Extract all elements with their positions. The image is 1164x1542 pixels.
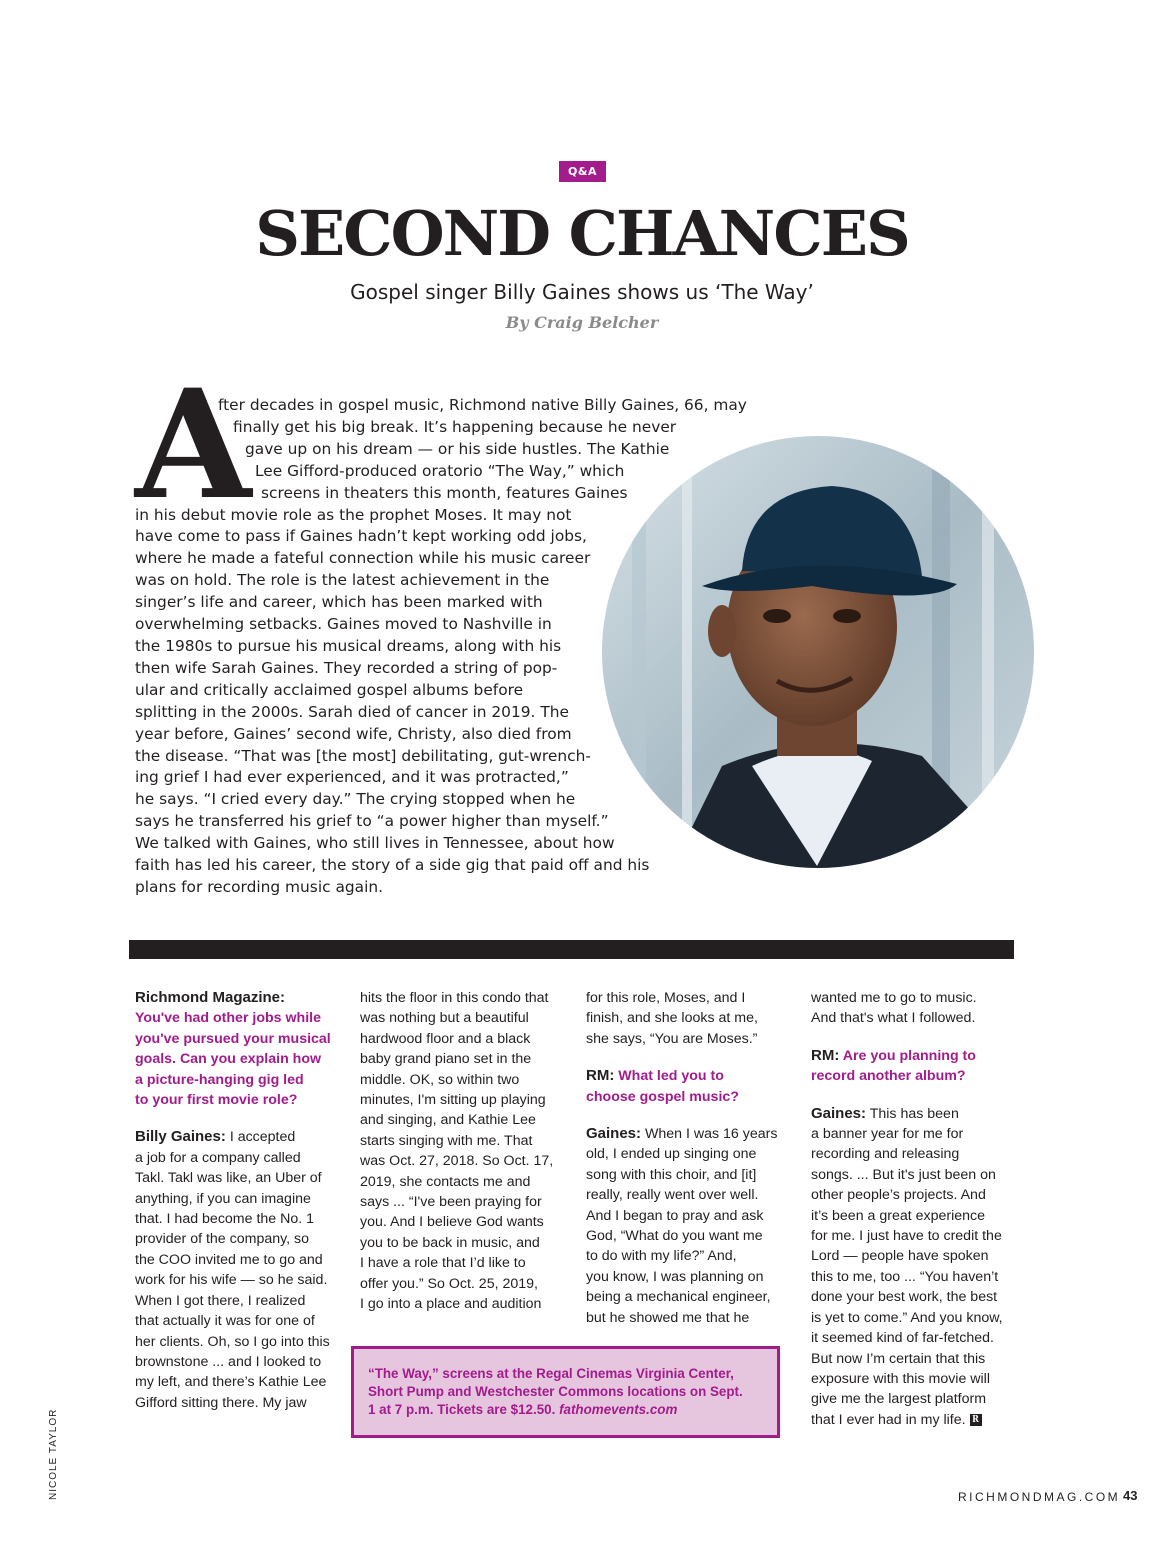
speaker-label: RM: — [811, 1046, 840, 1064]
answer-line: Gifford sitting there. My jaw — [135, 1394, 307, 1411]
intro-line: finally get his big break. It’s happening because he never — [233, 417, 677, 436]
intro-line: says he transferred his grief to “a power higher than myself.” — [135, 812, 609, 831]
byline: By Craig Belcher — [505, 313, 659, 332]
answer-line: And I began to pray and ask — [586, 1207, 764, 1224]
section-divider-bar — [129, 940, 1014, 959]
section-tag: Q&A — [559, 161, 606, 182]
intro-line: have come to pass if Gaines hadn’t kept working odd jobs, — [135, 527, 587, 546]
intro-line: overwhelming setbacks. Gaines moved to Nashville in — [135, 615, 552, 634]
headline: SECOND CHANCES — [255, 197, 909, 270]
answer-line: that actually it was for one of — [135, 1313, 315, 1330]
answer-line: anything, if you can imagine — [135, 1190, 311, 1207]
answer-line: a banner year for me for — [811, 1126, 964, 1143]
info-line: “The Way,” screens at the Regal Cinemas Virginia Center, — [368, 1366, 734, 1381]
answer-line: and singing, and Kathie Lee — [360, 1112, 536, 1129]
intro-line: fter decades in gospel music, Richmond native Billy Gaines, 66, may — [218, 396, 747, 414]
answer-line: I go into a place and audition — [360, 1296, 542, 1313]
answer-line: done your best work, the best — [811, 1289, 998, 1306]
question-line: to your first movie role? — [135, 1092, 298, 1109]
answer-line: a job for a company called — [135, 1149, 301, 1166]
answer-line: old, I ended up singing one — [586, 1146, 757, 1163]
intro-line: gave up on his dream — or his side hustles. The Kathie — [245, 439, 670, 458]
answer-line: minutes, I'm sitting up playing — [360, 1092, 546, 1109]
intro-line: plans for recording music again. — [135, 877, 384, 896]
answer-line: hits the floor in this condo that — [360, 990, 549, 1006]
answer-line: 2019, she contacts me and — [360, 1173, 531, 1190]
answer-line: was nothing but a beautiful — [360, 1010, 529, 1027]
speaker-label: Billy Gaines: — [135, 1128, 226, 1146]
portrait-photo — [602, 436, 1034, 868]
answer-line: exposure with this movie will — [811, 1370, 990, 1387]
page-number: 43 — [1123, 1488, 1138, 1503]
intro-line: We talked with Gaines, who still lives in Tennessee, about how — [135, 834, 615, 853]
speaker-label: RM: — [586, 1067, 615, 1085]
answer-line: Lord — people have spoken — [811, 1248, 989, 1265]
question-line: You've had other jobs while — [135, 1010, 321, 1027]
answer-line: is yet to come.” And you know, — [811, 1309, 1003, 1326]
answer-line: for me. I just have to credit the — [811, 1228, 1002, 1245]
answer-line: songs. ... But it's just been on — [811, 1166, 996, 1183]
photo-credit: NICOLE TAYLOR — [48, 1408, 59, 1500]
intro-line: then wife Sarah Gaines. They recorded a string of pop- — [135, 658, 558, 677]
answer-line: song with this choir, and [it] — [586, 1166, 757, 1183]
answer-text: When I was 16 years — [641, 1126, 778, 1143]
answer-line: my left, and there’s Kathie Lee — [135, 1374, 327, 1391]
answer-line: her clients. Oh, so I go into this — [135, 1333, 330, 1350]
speaker-label: Gaines: — [811, 1104, 867, 1122]
answer-line: you. And I believe God wants — [360, 1214, 544, 1231]
answer-line: And that's what I followed. — [811, 1010, 976, 1027]
answer-text: This has been — [866, 1105, 959, 1122]
intro-line: singer’s life and career, which has been marked with — [135, 593, 543, 612]
answer-line: finish, and she looks at me, — [586, 1010, 758, 1027]
answer-line: other people’s projects. And — [811, 1187, 986, 1204]
answer-line: I have a role that I’d like to — [360, 1255, 526, 1272]
intro-line: the 1980s to pursue his musical dreams, along with his — [135, 636, 562, 655]
answer-line: she says, “You are Moses.” — [586, 1030, 758, 1047]
intro-line: screens in theaters this month, features Gaines — [261, 483, 628, 502]
info-line: Short Pump and Westchester Commons locations on Sept. — [368, 1384, 743, 1399]
answer-line: recording and releasing — [811, 1146, 960, 1163]
info-line: 1 at 7 p.m. Tickets are $12.50. — [368, 1402, 560, 1417]
question-text: Are you planning to — [839, 1047, 976, 1064]
answer-line: provider of the company, so — [135, 1231, 310, 1248]
intro-line: the disease. “That was [the most] debilitating, gut-wrench- — [135, 746, 591, 765]
screening-info-box — [351, 1346, 780, 1438]
intro-line: ing grief I had ever experienced, and it was protracted,” — [135, 768, 569, 787]
intro-line: year before, Gaines’ second wife, Christy, also died from — [135, 724, 572, 743]
question-line: choose gospel music? — [586, 1088, 739, 1105]
answer-line: work for his wife — so he said. — [135, 1272, 328, 1289]
answer-line: starts singing with me. That — [360, 1132, 533, 1149]
answer-line: God, “What do you want me — [586, 1228, 763, 1245]
intro-line: splitting in the 2000s. Sarah died of cancer in 2019. The — [135, 702, 569, 721]
answer-line: really, really went over well. — [586, 1187, 759, 1204]
qa-column-2 — [360, 988, 560, 1332]
answer-line: wanted me to go to music. — [811, 990, 977, 1006]
answer-line: for this role, Moses, and I — [586, 990, 746, 1006]
question-line: goals. Can you explain how — [135, 1051, 322, 1068]
answer-line: But now I’m certain that this — [811, 1350, 986, 1367]
answer-line: hardwood floor and a black — [360, 1030, 531, 1047]
answer-line: give me the largest platform — [811, 1391, 987, 1408]
intro-line: he says. “I cried every day.” The crying stopped when he — [135, 790, 576, 809]
question-text: What led you to — [614, 1068, 724, 1085]
answer-line: was Oct. 27, 2018. So Oct. 17, — [360, 1153, 554, 1170]
answer-text: I accepted — [225, 1129, 296, 1146]
answer-line: you know, I was planning on — [586, 1268, 764, 1285]
answer-line: to do with my life?” And, — [586, 1248, 737, 1265]
answer-line: brownstone ... and I looked to — [135, 1353, 322, 1370]
answer-line: baby grand piano set in the — [360, 1051, 532, 1068]
intro-line: faith has led his career, the story of a side gig that paid off and his — [135, 856, 650, 875]
intro-line: where he made a fateful connection while his music career — [135, 549, 591, 568]
answer-line: says ... “I've been praying for — [360, 1194, 542, 1211]
intro-line: ular and critically acclaimed gospel albums before — [135, 680, 524, 699]
dek: Gospel singer Billy Gaines shows us ‘The Way’ — [350, 280, 814, 304]
answer-line: it seemed kind of far-fetched. — [811, 1330, 994, 1347]
answer-line: the COO invited me to go and — [135, 1251, 323, 1268]
answer-line: but he showed me that he — [586, 1309, 750, 1326]
answer-line: offer you.” So Oct. 25, 2019, — [360, 1275, 538, 1292]
drop-cap: A — [135, 357, 252, 533]
answer-line: this to me, too ... “You haven’t — [811, 1268, 999, 1285]
answer-line: Takl. Takl was like, an Uber of — [135, 1170, 322, 1187]
question-line: you've pursued your musical — [135, 1030, 331, 1047]
question-line: record another album? — [811, 1068, 966, 1085]
qa-column-4 — [811, 988, 1011, 1447]
end-mark-icon: R — [970, 1414, 982, 1426]
speaker-label: Richmond Magazine: — [135, 989, 286, 1006]
footer-website: RICHMONDMAG.COM — [958, 1490, 1121, 1504]
fathom-events-link[interactable]: fathomevents.com — [559, 1402, 678, 1417]
answer-line: that. I had become the No. 1 — [135, 1211, 315, 1228]
qa-column-3 — [586, 988, 786, 1345]
answer-line: When I got there, I realized — [135, 1292, 306, 1309]
intro-line: in his debut movie role as the prophet Moses. It may not — [135, 505, 572, 524]
answer-line: middle. OK, so within two — [360, 1071, 520, 1088]
answer-line: it’s been a great experience — [811, 1207, 986, 1224]
answer-line: that I ever had in my life. — [811, 1411, 966, 1428]
answer-line: you to be back in music, and — [360, 1234, 540, 1251]
qa-column-1 — [135, 988, 335, 1430]
intro-line: Lee Gifford-produced oratorio “The Way,” which — [255, 461, 625, 480]
speaker-label: Gaines: — [586, 1125, 642, 1143]
answer-line: being a mechanical engineer, — [586, 1289, 771, 1306]
question-line: a picture-hanging gig led — [135, 1071, 304, 1088]
intro-line: was on hold. The role is the latest achievement in the — [135, 571, 550, 590]
